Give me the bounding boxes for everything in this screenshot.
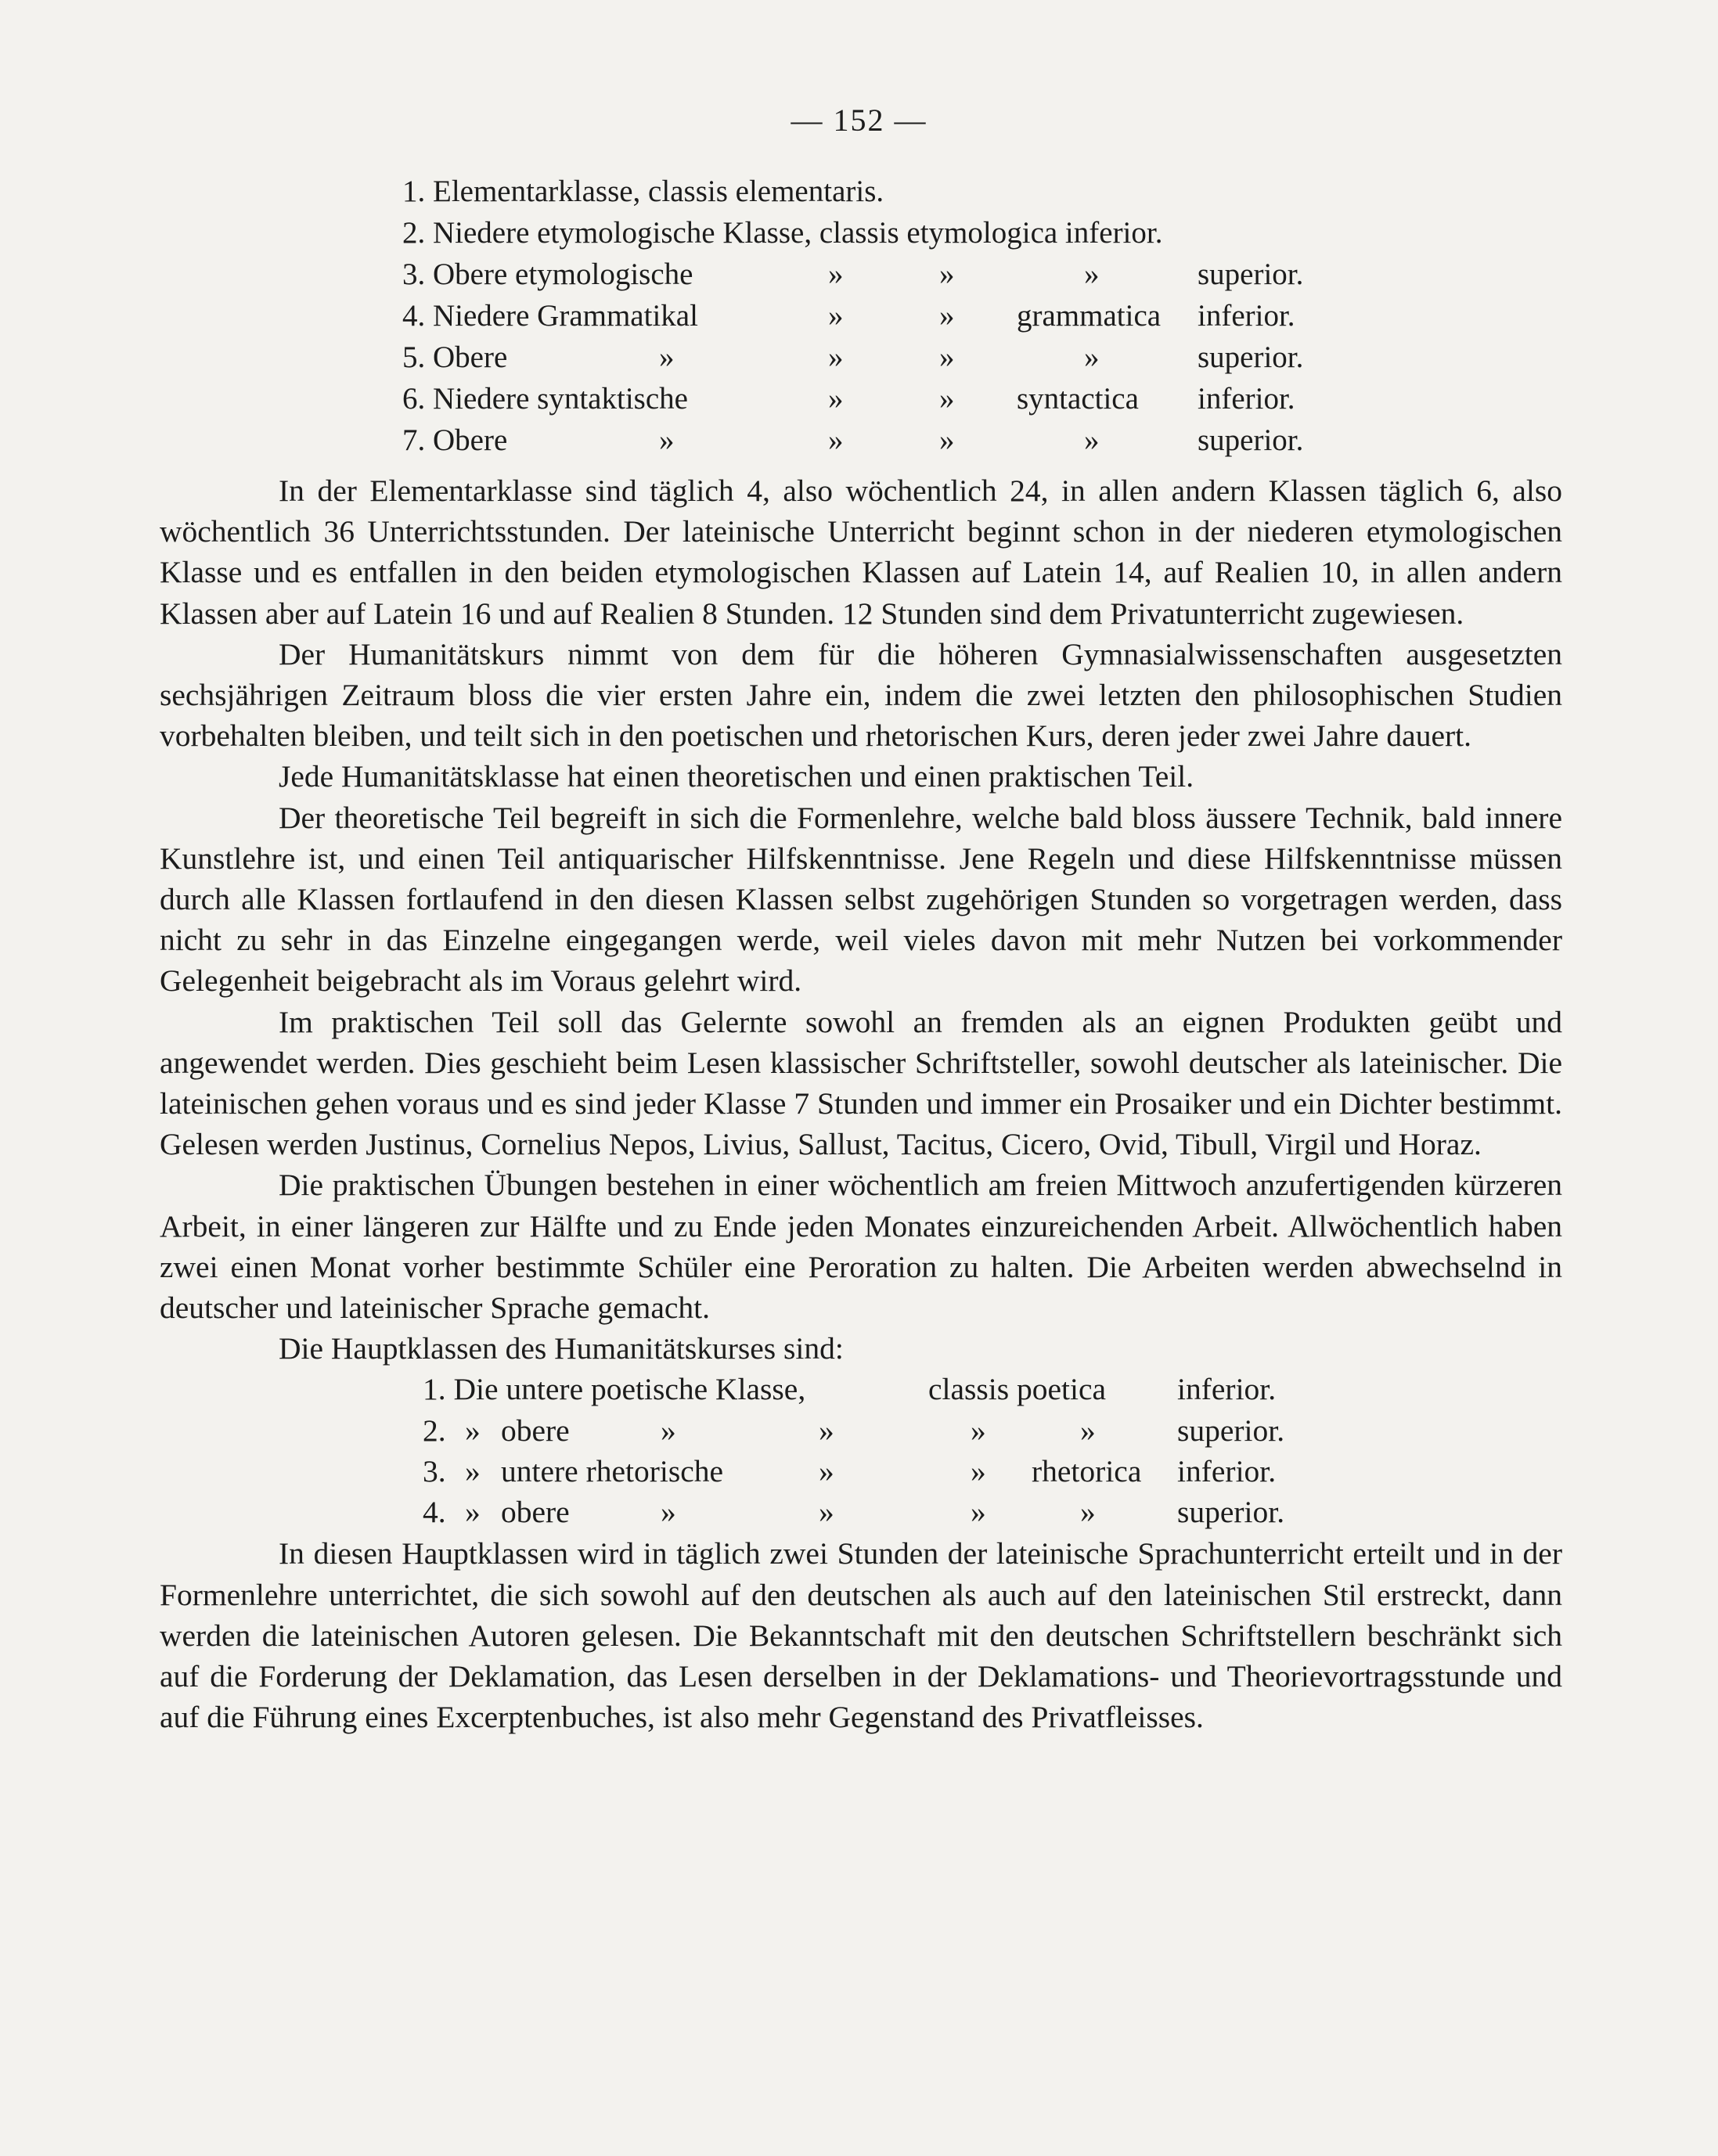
list-item-text: 4. Niedere Grammatikal <box>402 299 698 333</box>
list-item-text: obere <box>501 1495 570 1530</box>
ditto-mark: » <box>1084 423 1100 457</box>
list-item-text: 6. Niedere syntaktische <box>402 382 688 416</box>
ditto-mark: » <box>1084 340 1100 374</box>
ditto-mark: » <box>1080 1413 1096 1448</box>
list-item-class: rhetorica <box>1032 1453 1142 1488</box>
list-item <box>0 337 1718 378</box>
list-item <box>0 419 1718 461</box>
ditto-mark: » <box>971 1413 986 1448</box>
list-item-level: inferior. <box>1177 1372 1277 1407</box>
list-item <box>0 212 1718 254</box>
list-item-number: 3. <box>423 1453 446 1488</box>
ditto-mark: » <box>465 1413 481 1448</box>
list-item-level: inferior. <box>1198 299 1295 333</box>
page-number: — 152 — <box>791 103 927 138</box>
ditto-mark: » <box>939 340 955 374</box>
list-item <box>0 378 1718 419</box>
list-item <box>160 1451 1562 1492</box>
list-item-text: 1. Elementarklasse, classis elementaris. <box>402 175 884 208</box>
paragraph: Im praktischen Teil soll das Gelernte sowohl an fremden als an eignen Produkten geübt und angewendet werden. Dies geschieht beim Lesen klassischer Schriftsteller, sowohl deutscher als lateinischer. Die lateinischen gehen voraus und es sind jeder Klasse 7 Stunden und immer ein Prosaiker und ein Dichter bestimmt. Gelesen werden Justinus, Cornelius Nepos, Livius, Sallust, Tacitus, Cicero, Ovid, Tibull, Virgil und Horaz. <box>160 1004 1562 1162</box>
list-item <box>160 1492 1562 1532</box>
paragraph: In der Elementarklasse sind täglich 4, also wöchentlich 24, in allen andern Klassen täglich 6, also wöchentlich 36 Unterrichtsstunden. Der lateinische Unterricht beginnt schon in der niederen etymologischen Klasse und es entfallen in den beiden etymologischen Klassen auf Latein 14, auf Realien 10, in allen andern Klassen aber auf Latein 16 und auf Realien 8 Stunden. 12 Stunden sind dem Privatunterricht zugewiesen. <box>160 473 1562 631</box>
list-item-level: superior. <box>1198 257 1304 291</box>
ditto-mark: » <box>819 1413 834 1448</box>
list-item-level: inferior. <box>1177 1453 1277 1488</box>
list-item-level: superior. <box>1198 423 1304 457</box>
ditto-mark: » <box>939 299 955 333</box>
paragraph: Der Humanitätskurs nimmt von dem für die höheren Gymnasialwissenschaften ausgesetzten sechsjährigen Zeitraum bloss die vier ersten Jahre ein, indem die zwei letzten den philosophischen Studien vorbehalten bleiben, und teilt sich in den poetischen und rhetorischen Kurs, deren jeder zwei Jahre dauert. <box>160 636 1562 754</box>
list-item <box>0 254 1718 295</box>
list-item-level: superior. <box>1177 1495 1285 1530</box>
list-item-text: 2. Niedere etymologische Klasse, classis etymologica inferior. <box>402 216 1163 250</box>
ditto-mark: » <box>939 257 955 291</box>
paragraph: Jede Humanitätsklasse hat einen theoretischen und einen praktischen Teil. <box>279 759 1194 794</box>
ditto-mark: » <box>939 423 955 457</box>
list-item-class: syntactica <box>1017 382 1139 416</box>
ditto-mark: » <box>971 1495 986 1530</box>
list-item-level: superior. <box>1198 340 1304 374</box>
list-item-text: 3. Obere etymologische <box>402 257 693 291</box>
list-item <box>0 171 1718 212</box>
list-item <box>160 1369 1562 1409</box>
ditto-mark: » <box>828 382 844 416</box>
paragraph: In diesen Hauptklassen wird in täglich zwei Stunden der lateinische Sprachunterricht erteilt und in der Formenlehre unterrichtet, die sich sowohl auf den deutschen als auch auf den lateinischen Stil erstreckt, dann werden die lateinischen Autoren gelesen. Die Bekanntschaft mit den deutschen Schriftstellern beschränkt sich auf die Forderung der Deklamation, das Lesen derselben in der Deklamations- und Theorievortragsstunde und auf die Führung eines Excerptenbuches, ist also mehr Gegenstand des Privatfleisses. <box>160 1536 1562 1735</box>
ditto-mark: » <box>819 1495 834 1530</box>
list-item-text: 1. Die untere poetische Klasse, <box>423 1372 806 1407</box>
class-list <box>0 171 1718 461</box>
list-item-text: 7. Obere <box>402 423 508 457</box>
list-item-number: 4. <box>423 1495 446 1530</box>
list-item <box>160 1410 1562 1451</box>
ditto-mark: » <box>828 423 844 457</box>
list-item-text: obere <box>501 1413 570 1448</box>
ditto-mark: » <box>828 299 844 333</box>
ditto-mark: » <box>819 1453 834 1488</box>
list-item-class: classis poetica <box>928 1372 1107 1407</box>
paragraph: Die Hauptklassen des Humanitätskurses sind: <box>279 1331 844 1366</box>
ditto-mark: » <box>1084 257 1100 291</box>
list-item-level: inferior. <box>1198 382 1295 416</box>
ditto-mark: » <box>661 1413 676 1448</box>
ditto-mark: » <box>465 1453 481 1488</box>
ditto-mark: » <box>828 340 844 374</box>
ditto-mark: » <box>1080 1495 1096 1530</box>
paragraph: Der theoretische Teil begreift in sich die Formenlehre, welche bald bloss äussere Technik, bald innere Kunstlehre ist, und einen Teil antiquarischer Hilfskenntnisse. Jene Regeln und diese Hilfskenntnisse müssen durch alle Klassen fortlaufend in den diesen Klassen selbst zugehörigen Stunden so vorgetragen werden, dass nicht zu sehr in das Einzelne eingegangen werde, weil vieles davon mit mehr Nutzen bei vorkommender Gelegenheit beigebracht als im Voraus gelehrt wird. <box>160 800 1562 999</box>
list-item-class: grammatica <box>1017 299 1162 333</box>
ditto-mark: » <box>465 1495 481 1530</box>
main-text <box>160 470 1562 1737</box>
ditto-mark: » <box>939 382 955 416</box>
ditto-mark: » <box>828 257 844 291</box>
ditto-mark: » <box>661 1495 676 1530</box>
list-item-level: superior. <box>1177 1413 1285 1448</box>
list-item <box>0 295 1718 337</box>
ditto-mark: » <box>659 340 675 374</box>
hauptklassen-list <box>160 1369 1562 1533</box>
ditto-mark: » <box>659 423 675 457</box>
list-item-text: 5. Obere <box>402 340 508 374</box>
list-item-number: 2. <box>423 1413 446 1448</box>
list-item-text: untere rhetorische <box>501 1453 724 1488</box>
paragraph: Die praktischen Übungen bestehen in einer wöchentlich am freien Mittwoch anzufertigenden kürzeren Arbeit, in einer längeren zur Hälfte und zu Ende jeden Monates einzureichenden Arbeit. Allwöchentlich haben zwei einen Monat vorher bestimmte Schüler eine Peroration zu halten. Die Arbeiten werden abwechselnd in deutscher und lateinischer Sprache gemacht. <box>160 1168 1562 1326</box>
ditto-mark: » <box>971 1453 986 1488</box>
